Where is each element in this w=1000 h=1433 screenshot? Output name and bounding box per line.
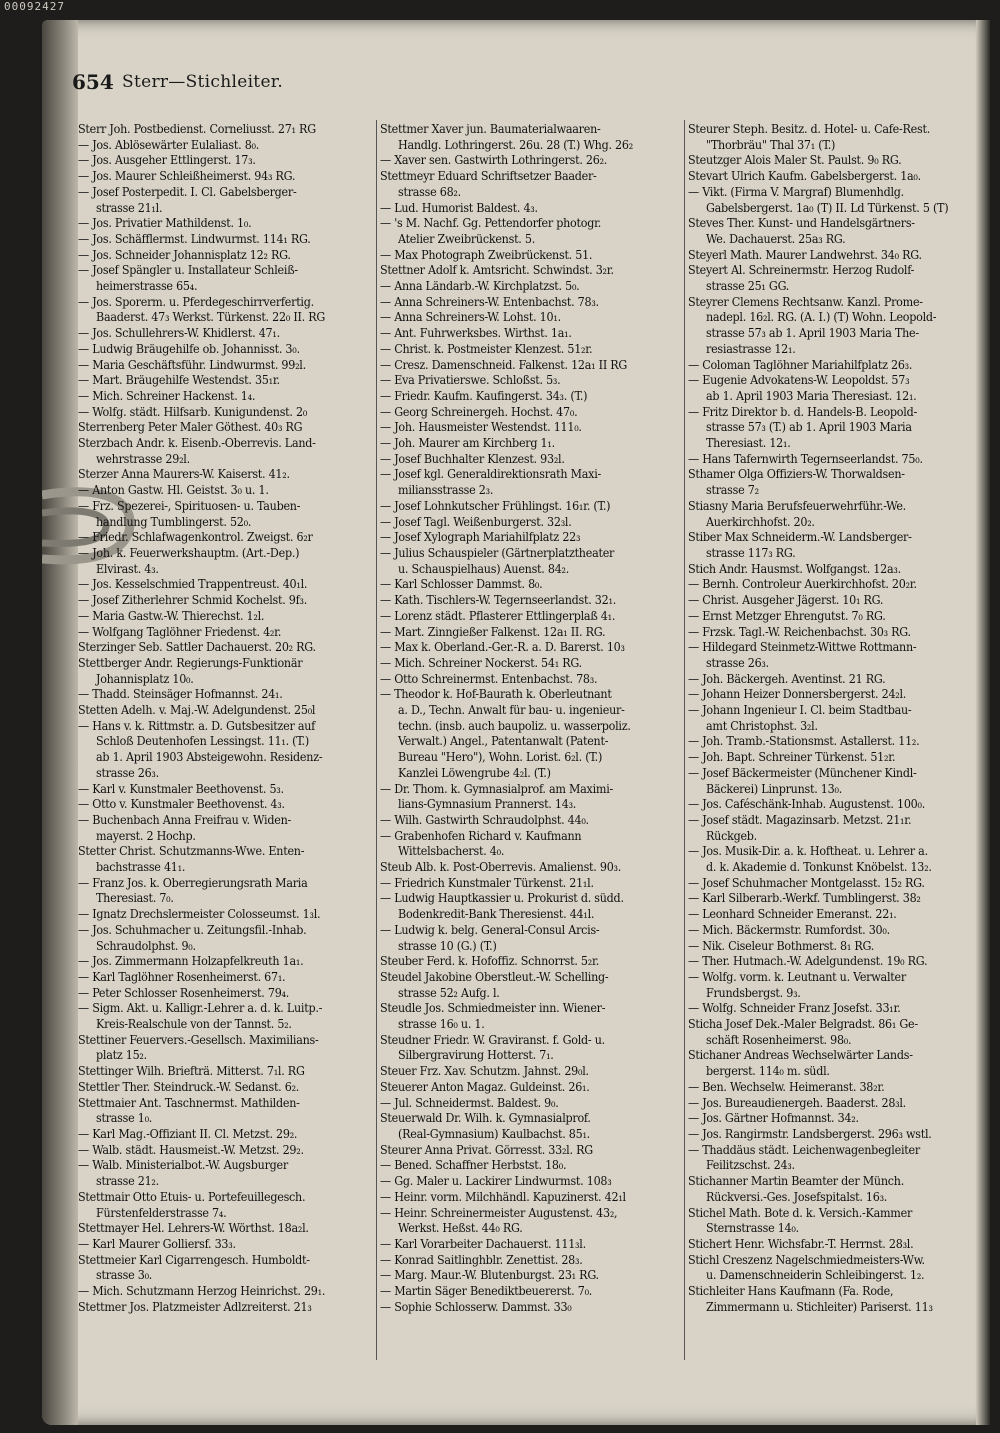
directory-entry-line: — Frzsk. Tagl.-W. Reichenbachst. 30₃ RG. [688,623,911,639]
directory-entry-line: — Josef kgl. Generaldirektionsrath Maxi- [380,466,602,482]
entry-continuation-line: resiastrasse 12₁. [706,340,796,356]
entry-continuation-line: Verwalt.) Angel., Patentanwalt (Patent- [398,733,609,749]
entry-continuation-line: strasse 26₃. [96,764,159,780]
directory-entry-line: — Mich. Bäckermstr. Rumfordst. 30₀. [688,921,890,937]
directory-entry-line: — Jos. Privatier Mathildenst. 1₀. [78,215,252,231]
directory-entry-line: Sticha Josef Dek.-Maler Belgradst. 86₁ Ge- [688,1016,918,1032]
directory-entry-line: — 's M. Nachf. Gg. Pettendorfer photogr. [380,215,602,231]
running-head: Sterr—Stichleiter. [122,72,284,92]
entry-continuation-line: strasse 16₀ u. 1. [398,1016,485,1032]
page-edge-shadow [976,20,990,1425]
directory-entry-line: — Jos. Schäfflermst. Lindwurmst. 114₁ RG. [78,230,311,246]
entry-continuation-line: lians-Gymnasium Prannerst. 14₃. [398,796,577,812]
directory-entry-line: — Jos. Maurer Schleißheimerst. 94₃ RG. [78,168,296,184]
entry-continuation-line: Fürstenfelderstrasse 7₄. [96,1204,227,1220]
directory-entry-line: — Karl Taglöhner Rosenheimerst. 67₁. [78,968,286,984]
directory-entry-line: — Gg. Maler u. Lackirer Lindwurmst. 108₃ [380,1173,612,1189]
directory-entry-line: — Jos. Sporerm. u. Pferdegeschirrverfertig. [78,293,314,309]
entry-continuation-line: We. Dachauerst. 25a₃ RG. [706,230,846,246]
entry-continuation-line: Bureau "Hero"), Wohn. Lorist. 6₂l. (T.) [398,749,603,765]
directory-entry-line: — Jos. Bureaudienergeh. Baaderst. 28₃l. [688,1094,906,1110]
directory-entry-line: Stettberger Andr. Regierungs-Funktionär [78,654,303,670]
directory-entry-line: — Leonhard Schneider Emeranst. 22₁. [688,906,897,922]
directory-entry-line: — Josef Spängler u. Installateur Schleiß- [78,262,298,278]
entry-continuation-line: strasse 1₀. [96,1110,153,1126]
entry-continuation-line: bergerst. 114₀ m. südl. [706,1063,830,1079]
directory-entry-line: Stettmair Otto Etuis- u. Portefeuillegesch. [78,1188,306,1204]
directory-entry-line: — Hans Tafernwirth Tegernseerlandst. 75₀. [688,450,923,466]
directory-entry-line: Steutzger Alois Maler St. Paulst. 9₀ RG. [688,152,902,168]
directory-entry-line: — Jul. Schneidermst. Baldest. 9₀. [380,1094,559,1110]
entry-continuation-line: Auerkirchhofst. 20₂. [706,513,815,529]
directory-entry-line: — Lud. Humorist Baldest. 4₃. [380,199,538,215]
directory-entry-line: Stichel Math. Bote d. k. Versich.-Kammer [688,1204,913,1220]
entry-continuation-line: Sternstrasse 14₀. [706,1220,799,1236]
directory-entry-line: — Ludwig Bräugehilfe ob. Johannisst. 3₀. [78,340,300,356]
directory-entry-line: — Kath. Tischlers-W. Tegernseerlandst. 32₁. [380,592,616,608]
directory-entry-line: — Josef Posterpedit. I. Cl. Gabelsberger- [78,183,297,199]
directory-entry-line: — Thaddäus städt. Leichenwagenbegleiter [688,1141,920,1157]
entry-continuation-line: miliansstrasse 2₃. [398,482,494,498]
directory-entry-line: — Karl Vorarbeiter Dachauerst. 111₃l. [380,1235,586,1251]
directory-entry-line: Steuerer Anton Magaz. Guldeinst. 26₁. [380,1078,590,1094]
entry-continuation-line: Baaderst. 47₃ Werkst. Türkenst. 22₀ II. RG [96,309,326,325]
directory-entry-line: Steuber Ferd. k. Hofoffiz. Schnorrst. 5₂r. [380,953,599,969]
entry-continuation-line: d. k. Akademie d. Tonkunst Knöbelst. 13₂. [706,859,932,875]
directory-entry-line: — Max Photograph Zweibrückenst. 51. [380,246,593,262]
directory-entry-line: Steuerwald Dr. Wilh. k. Gymnasialprof. [380,1110,591,1126]
directory-entry-line: — Fritz Direktor b. d. Handels-B. Leopold- [688,403,917,419]
directory-entry-line: Stettmaier Ant. Taschnermst. Mathilden- [78,1094,300,1110]
directory-entry-line: — Georg Schreinergeh. Hochst. 47₀. [380,403,578,419]
directory-entry-line: Stettmayer Hel. Lehrers-W. Wörthst. 18a₂l. [78,1220,309,1236]
directory-entry-line: — Vikt. (Firma V. Margraf) Blumenhdlg. [688,183,904,199]
directory-entry-line: — Marg. Maur.-W. Blutenburgst. 23₁ RG. [380,1267,599,1283]
directory-entry-line: Steyerl Math. Maurer Landwehrst. 34₀ RG. [688,246,922,262]
entry-continuation-line: ab 1. April 1903 Maria Theresiast. 12₁. [706,387,917,403]
directory-entry-line: — Anna Schreiners-W. Lohst. 10₁. [380,309,561,325]
entry-continuation-line: Kreis-Realschule von der Tannst. 5₂. [96,1016,292,1032]
directory-entry-line: — Josef Buchhalter Klenzest. 93₂l. [380,450,565,466]
directory-entry-line: — Josef Bäckermeister (Münchener Kindl- [688,764,917,780]
entry-continuation-line: u. Schauspielhaus) Auenst. 84₂. [398,560,570,576]
directory-entry-line: — Jos. Kesselschmied Trappentreust. 40₁l. [78,576,308,592]
directory-entry-line: — Frz. Spezerei-, Spirituosen- u. Tauben- [78,497,301,513]
directory-page [42,20,990,1425]
directory-entry-line: Stettner Adolf k. Amtsricht. Schwindst. 3₂r. [380,262,614,278]
directory-entry-line: Steudle Jos. Schmiedmeister inn. Wiener- [380,1000,606,1016]
directory-entry-line: — Walb. städt. Hausmeist.-W. Metzst. 29₂. [78,1141,304,1157]
entry-continuation-line: Johannisplatz 10₀. [96,670,194,686]
entry-continuation-line: Atelier Zweibrückenst. 5. [398,230,536,246]
directory-column-2 [380,121,685,1366]
directory-entry-line: Steyrer Clemens Rechtsanw. Kanzl. Prome- [688,293,923,309]
directory-entry-line: — Jos. Zimmermann Holzapfelkreuth 1a₁. [78,953,304,969]
entry-continuation-line: schäft Rosenheimerst. 98₀. [706,1031,852,1047]
directory-entry-line: Stettiner Feuervers.-Gesellsch. Maximilians- [78,1031,319,1047]
directory-entry-line: — Mich. Schreiner Nockerst. 54₁ RG. [380,654,582,670]
directory-entry-line: — Josef Schuhmacher Montgelasst. 15₂ RG. [688,874,925,890]
directory-entry-line: Stettmer Xaver jun. Baumaterialwaaren- [380,121,601,136]
directory-entry-line: — Joh. Hausmeister Westendst. 111₀. [380,419,582,435]
directory-entry-line: Stettinger Wilh. Briefträ. Mitterst. 7₁l. RG [78,1063,305,1079]
entry-continuation-line: amt Christophst. 3₂l. [706,717,818,733]
directory-entry-line: — Xaver sen. Gastwirth Lothringerst. 26₂. [380,152,608,168]
directory-entry-line: — Sophie Schlosserw. Dammst. 33₀ [380,1298,572,1314]
entry-continuation-line: Zimmermann u. Stichleiter) Pariserst. 11₃ [706,1298,933,1314]
directory-entry-line: Stichaner Andreas Wechselwärter Lands- [688,1047,913,1063]
entry-continuation-line: Elvirast. 4₃. [96,560,159,576]
directory-entry-line: — Franz Jos. k. Oberregierungsrath Maria [78,874,308,890]
directory-entry-line: Steudner Friedr. W. Graviranst. f. Gold- u. [380,1031,605,1047]
directory-entry-line: — Nik. Ciseleur Bothmerst. 8₁ RG. [688,937,875,953]
directory-entry-line: — Jos. Rangirmstr. Landsbergerst. 296₃ wstl. [688,1126,932,1141]
entry-continuation-line: Frundsbergst. 9₃. [706,984,801,1000]
entry-continuation-line: strasse 10 (G.) (T.) [398,937,497,953]
directory-entry-line: — Maria Geschäftsführ. Lindwurmst. 99₂l. [78,356,306,372]
directory-entry-line: — Wolfg. vorm. k. Leutnant u. Verwalter [688,968,906,984]
directory-entry-line: Stichanner Martin Beamter der Münch. [688,1173,905,1189]
column-divider [376,120,377,1360]
directory-entry-line: — Johann Ingenieur I. Cl. beim Stadtbau- [688,702,912,718]
entry-continuation-line: Schloß Deutenhofen Lessingst. 11₁. (T.) [96,733,310,749]
directory-entry-line: — Walb. Ministerialbot.-W. Augsburger [78,1157,288,1173]
directory-entry-line: — Ant. Fuhrwerksbes. Wirthst. 1a₁. [380,325,572,341]
directory-entry-line: — Wolfg. städt. Hilfsarb. Kunigundenst. 2₀ [78,403,308,419]
entry-continuation-line: strasse 25₁ GG. [706,278,790,294]
directory-entry-line: — Jos. Schullehrers-W. Khidlerst. 47₁. [78,325,280,341]
directory-entry-line: — Christ. k. Postmeister Klenzest. 51₂r. [380,340,593,356]
entry-continuation-line: Wittelsbacherst. 4₀. [398,843,505,859]
directory-entry-line: — Heinr. vorm. Milchhändl. Kapuzinerst. 42₁l [380,1188,626,1204]
entry-continuation-line: Feilitzschst. 24₃. [706,1157,795,1173]
directory-entry-line: Stettler Ther. Steindruck.-W. Sedanst. 6₂. [78,1078,300,1094]
page-number: 654 [72,70,114,94]
directory-entry-line: — Theodor k. Hof-Baurath k. Oberleutnant [380,686,612,702]
directory-entry-line: — Thadd. Steinsäger Hofmannst. 24₁. [78,686,283,702]
entry-continuation-line: techn. (insb. auch baupoliz. u. wasserpoliz. [398,717,631,733]
directory-entry-line: — Josef Xylograph Mariahilfplatz 22₃ [380,529,581,545]
directory-entry-line: — Karl Silberarb.-Werkf. Tumblingerst. 38₂ [688,890,921,906]
directory-entry-line: Stichert Henr. Wichsfabr.-T. Herrnst. 28₃l. [688,1235,914,1251]
entry-continuation-line: Rückversi.-Ges. Josefspitalst. 16₃. [706,1188,888,1204]
directory-entry-line: — Anna Schreiners-W. Entenbachst. 78₃. [380,293,599,309]
entry-continuation-line: handlung Tumblingerst. 52₀. [96,513,252,529]
directory-entry-line: — Karl Mag.-Offiziant II. Cl. Metzst. 29₂. [78,1126,298,1141]
directory-entry-line: Steves Ther. Kunst- und Handelsgärtners- [688,215,915,231]
directory-entry-line: — Hans v. k. Rittmstr. a. D. Gutsbesitzer auf [78,717,316,733]
directory-entry-line: Stetter Christ. Schutzmanns-Wwe. Enten- [78,843,305,859]
directory-entry-line: — Mich. Schreiner Hackenst. 1₄. [78,387,256,403]
directory-entry-line: — Ludwig k. belg. General-Consul Arcis- [380,921,600,937]
directory-entry-line: — Ignatz Drechslermeister Colosseumst. 1₃l. [78,906,321,922]
entry-continuation-line: Bäckerei) Linprunst. 13₀. [706,780,842,796]
directory-entry-line: Stiasny Maria Berufsfeuerwehrführ.-We. [688,497,906,513]
directory-entry-line: — Karl Maurer Golliersf. 33₃. [78,1235,236,1251]
entry-continuation-line: nadepl. 16₂l. RG. (A. I.) (T) Wohn. Leopold- [706,309,937,325]
directory-entry-line: — Johann Heizer Donnersbergerst. 24₂l. [688,686,907,702]
directory-entry-line: — Joh. k. Feuerwerkshauptm. (Art.-Dep.) [78,544,300,560]
directory-entry-line: — Otto Schreinermst. Entenbachst. 78₃. [380,670,598,686]
directory-entry-line: — Heinr. Schreinermeister Augustenst. 43₂, [380,1204,618,1220]
book-spine-shadow [42,20,78,1425]
directory-entry-line: — Eugenie Advokatens-W. Leopoldst. 57₃ [688,372,910,388]
entry-continuation-line: Rückgeb. [706,827,757,843]
directory-entry-line: — Dr. Thom. k. Gymnasialprof. am Maximi- [380,780,614,796]
entry-continuation-line: strasse 3₀. [96,1267,153,1283]
directory-entry-line: — Anna Ländarb.-W. Kirchplatzst. 5₀. [380,278,580,294]
directory-entry-line: — Josef Tagl. Weißenburgerst. 32₃l. [380,513,572,529]
entry-continuation-line: (Real-Gymnasium) Kaulbachst. 85₁. [398,1126,590,1141]
directory-entry-line: — Jos. Ablösewärter Eulaliast. 8₀. [78,136,260,152]
directory-entry-line: — Christ. Ausgeher Jägerst. 10₁ RG. [688,592,884,608]
directory-entry-line: — Mart. Zinngießer Falkenst. 12a₁ II. RG. [380,623,606,639]
directory-entry-line: Stichl Creszenz Nagelschmiedmeisters-Ww. [688,1251,925,1267]
directory-entry-line: — Joh. Bapt. Schreiner Türkenst. 51₂r. [688,749,896,765]
directory-entry-line: — Otto v. Kunstmaler Beethovenst. 4₃. [78,796,285,812]
directory-entry-line: — Karl Schlosser Dammst. 8₀. [380,576,543,592]
directory-entry-line: Stiber Max Schneiderm.-W. Landsberger- [688,529,912,545]
directory-entry-line: — Bened. Schaffner Herbstst. 18₀. [380,1157,567,1173]
entry-continuation-line: strasse 21₁l. [96,199,163,215]
entry-continuation-line: mayerst. 2 Hochp. [96,827,196,843]
directory-entry-line: — Hildegard Steinmetz-Wittwe Rottmann- [688,639,917,655]
directory-entry-line: — Ernst Metzger Ehrengutst. 7₀ RG. [688,607,886,623]
directory-column-1 [78,121,374,1366]
directory-entry-line: — Jos. Gärtner Hofmannst. 34₂. [688,1110,859,1126]
entry-continuation-line: Kanzlei Löwengrube 4₂l. (T.) [398,764,551,780]
scan-id-label: 00092427 [4,0,65,13]
directory-entry-line: — Eva Privatierswe. Schloßst. 5₃. [380,372,561,388]
entry-continuation-line: Handlg. Lothringerst. 26u. 28 (T.) Whg. 26₂ [398,136,633,152]
entry-continuation-line: strasse 57₃ ab 1. April 1903 Maria The- [706,325,919,341]
directory-entry-line: Stich Andr. Hausmst. Wolfgangst. 12a₃. [688,560,901,576]
entry-continuation-line: heimerstrasse 65₄. [96,278,198,294]
directory-entry-line: — Konrad Saitlinghblr. Zenettist. 28₃. [380,1251,583,1267]
directory-entry-line: Sterzer Anna Maurers-W. Kaiserst. 41₂. [78,466,290,482]
directory-entry-line: Sterrenberg Peter Maler Göthest. 40₃ RG [78,419,303,435]
entry-continuation-line: "Thorbräu" Thal 37₁ (T.) [706,136,836,152]
directory-entry-line: Stevart Ulrich Kaufm. Gabelsbergerst. 1a₀. [688,168,921,184]
directory-entry-line: — Sigm. Akt. u. Kalligr.-Lehrer a. d. k. Luitp.- [78,1000,323,1016]
directory-entry-line: — Jos. Ausgeher Ettlingerst. 17₃. [78,152,256,168]
entry-continuation-line: u. Damenschneiderin Schleibingerst. 1₂. [706,1267,925,1283]
directory-entry-line: Stettmer Jos. Platzmeister Adlzreiterst. 21₃ [78,1298,312,1314]
directory-entry-line: Sterr Joh. Postbedienst. Corneliusst. 27₁ RG [78,121,316,136]
directory-entry-line: — Mich. Schutzmann Herzog Heinrichst. 29₁. [78,1283,326,1299]
directory-entry-line: — Joh. Maurer am Kirchberg 1₁. [380,435,555,451]
entry-continuation-line: strasse 7₂ [706,482,759,498]
directory-entry-line: — Martin Säger Benediktbeuererst. 7₀. [380,1283,593,1299]
entry-continuation-line: bachstrasse 41₁. [96,859,186,875]
directory-entry-line: — Cresz. Damenschneid. Falkenst. 12a₁ II RG [380,356,628,372]
directory-entry-line: — Max k. Oberland.-Ger.-R. a. D. Barerst. 10₃ [380,639,625,655]
directory-entry-line: — Wilh. Gastwirth Schraudolphst. 44₀. [380,811,589,827]
entry-continuation-line: Theresiast. 12₁. [706,435,791,451]
directory-entry-line: Steuer Frz. Xav. Schutzm. Jahnst. 29₀l. [380,1063,589,1079]
directory-entry-line: — Wolfgang Taglöhner Friedenst. 4₂r. [78,623,282,639]
directory-entry-line: — Joh. Tramb.-Stationsmst. Astallerst. 11₂. [688,733,920,749]
directory-entry-line: Steudel Jakobine Oberstleut.-W. Schelling- [380,968,609,984]
entry-continuation-line: strasse 57₃ (T.) ab 1. April 1903 Maria [706,419,912,435]
entry-continuation-line: wehrstrasse 29₂l. [96,450,190,466]
directory-entry-line: — Mart. Bräugehilfe Westendst. 35₁r. [78,372,280,388]
directory-entry-line: — Jos. Musik-Dir. a. k. Hoftheat. u. Lehrer a. [688,843,928,859]
directory-entry-line: — Peter Schlosser Rosenheimerst. 79₄. [78,984,290,1000]
directory-entry-line: — Ther. Hutmach.-W. Adelgundenst. 19₀ RG. [688,953,928,969]
directory-entry-line: — Josef Lohnkutscher Frühlingst. 16₁r. (T.) [380,497,611,513]
entry-continuation-line: strasse 52₂ Aufg. l. [398,984,500,1000]
directory-entry-line: Stettmeyr Eduard Schriftsetzer Baader- [380,168,597,184]
directory-entry-line: — Friedrich Kunstmaler Türkenst. 21₁l. [380,874,594,890]
directory-entry-line: Steurer Steph. Besitz. d. Hotel- u. Cafe-Rest. [688,121,930,136]
directory-entry-line: — Maria Gastw.-W. Thierechst. 1₂l. [78,607,265,623]
directory-entry-line: — Julius Schauspieler (Gärtnerplatztheater [380,544,615,560]
entry-continuation-line: ab 1. April 1903 Absteigewohn. Residenz- [96,749,323,765]
directory-entry-line: Steyert Al. Schreinermstr. Herzog Rudolf- [688,262,915,278]
directory-entry-line: — Josef Zitherlehrer Schmid Kochelst. 9f₃. [78,592,308,608]
directory-entry-line: Steub Alb. k. Post-Oberrevis. Amalienst. 90₃. [380,859,622,875]
page-header [72,70,952,96]
entry-continuation-line: Silbergravirung Hotterst. 7₁. [398,1047,554,1063]
directory-entry-line: Sthamer Olga Offiziers-W. Thorwaldsen- [688,466,905,482]
directory-entry-line: Stettmeier Karl Cigarrengesch. Humboldt- [78,1251,310,1267]
directory-entry-line: Sterzinger Seb. Sattler Dachauerst. 20₂ RG. [78,639,316,655]
entry-continuation-line: platz 15₂. [96,1047,147,1063]
directory-entry-line: — Friedr. Schlafwagenkontrol. Zweigst. 6₂r [78,529,313,545]
directory-entry-line: — Jos. Schneider Johannisplatz 12₂ RG. [78,246,291,262]
directory-entry-line: — Jos. Schuhmacher u. Zeitungsfil.-Inhab. [78,921,307,937]
directory-entry-line: — Lorenz städt. Pflasterer Ettlingerplaß 4₁. [380,607,616,623]
directory-entry-line: — Anton Gastw. Hl. Geistst. 3₀ u. 1. [78,482,269,498]
entry-continuation-line: Schraudolphst. 9₀. [96,937,196,953]
entry-continuation-line: strasse 26₃. [706,654,769,670]
entry-continuation-line: strasse 68₂. [398,183,461,199]
entry-continuation-line: Bodenkredit-Bank Theresienst. 44₁l. [398,906,595,922]
directory-entry-line: — Buchenbach Anna Freifrau v. Widen- [78,811,292,827]
directory-entry-line: Stetten Adelh. v. Maj.-W. Adelgundenst. 25₀l [78,702,316,718]
directory-entry-line: — Josef städt. Magazinsarb. Metzst. 21₁r. [688,811,912,827]
directory-entry-line: — Friedr. Kaufm. Kaufingerst. 34₃. (T.) [380,387,588,403]
directory-entry-line: Steurer Anna Privat. Görresst. 33₂l. RG [380,1141,593,1157]
directory-entry-line: — Wolfg. Schneider Franz Josefst. 33₁r. [688,1000,901,1016]
directory-entry-line: Stichleiter Hans Kaufmann (Fa. Rode, [688,1283,894,1299]
directory-entry-line: — Joh. Bäckergeh. Aventinst. 21 RG. [688,670,886,686]
directory-entry-line: — Ludwig Hauptkassier u. Prokurist d. südd. [380,890,624,906]
directory-entry-line: — Jos. Caféschänk-Inhab. Augustenst. 100₀. [688,796,926,812]
entry-continuation-line: strasse 117₃ RG. [706,544,796,560]
directory-entry-line: — Karl v. Kunstmaler Beethovenst. 5₃. [78,780,284,796]
directory-column-3 [688,121,978,1366]
directory-entry-line: — Ben. Wechselw. Heimeranst. 38₂r. [688,1078,885,1094]
entry-continuation-line: Werkst. Heßst. 44₀ RG. [398,1220,523,1236]
entry-continuation-line: Theresiast. 7₀. [96,890,174,906]
directory-entry-line: Sterzbach Andr. k. Eisenb.-Oberrevis. Land- [78,435,316,451]
directory-entry-line: — Coloman Taglöhner Mariahilfplatz 26₃. [688,356,913,372]
entry-continuation-line: a. D., Techn. Anwalt für bau- u. ingenieur- [398,702,625,718]
entry-continuation-line: Gabelsbergerst. 1a₀ (T) II. Ld Türkenst. 5 (T) [706,199,949,215]
directory-entry-line: — Grabenhofen Richard v. Kaufmann [380,827,582,843]
directory-entry-line: — Bernh. Controleur Auerkirchhofst. 20₂r. [688,576,917,592]
entry-continuation-line: strasse 21₂. [96,1173,159,1189]
